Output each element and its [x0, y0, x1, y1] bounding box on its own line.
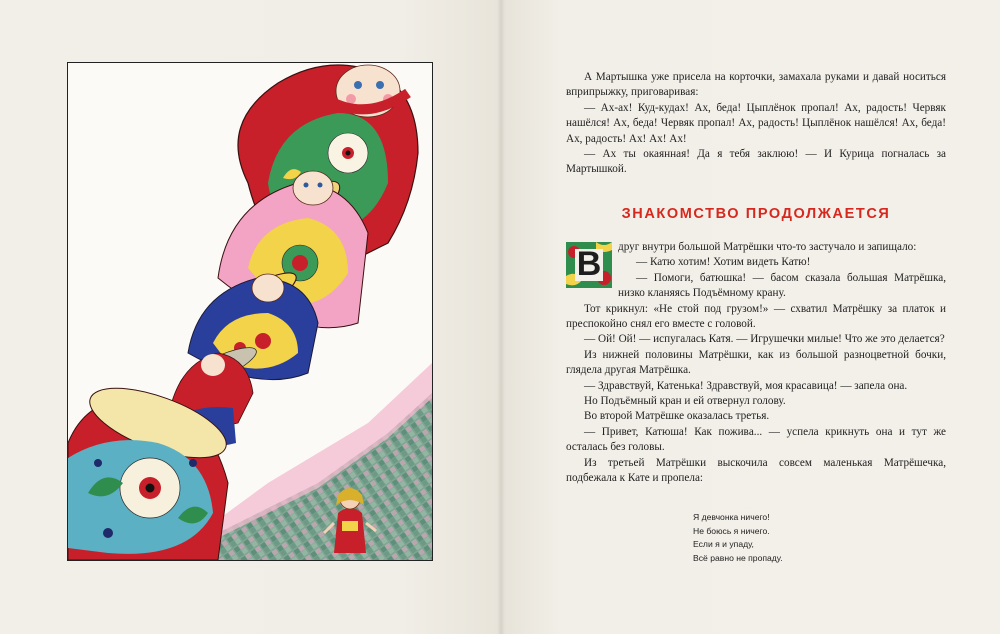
paragraph: — Помоги, батюшка! — басом сказала большая Матрёшка, низко кланяясь Подъёмному крану.: [618, 271, 946, 300]
paragraph: Из третьей Матрёшки выскочила совсем маленькая Матрёшечка, подбежала к Кате и пропела:: [566, 456, 946, 485]
chapter-title: ЗНАКОМСТВО ПРОДОЛЖАЕТСЯ: [621, 206, 891, 222]
paragraph: А Мартышка уже присела на корточки, замахала руками и давай носиться вприпрыжку, приговаривая:: [566, 71, 946, 99]
poem: [693, 511, 783, 565]
paragraph: Во второй Матрёшке оказалась третья.: [584, 410, 770, 423]
poem-line: Не боюсь я ничего.: [693, 525, 770, 536]
paragraph: Тот крикнул: «Не стой под грузом!» — схватил Матрёшку за платок и преспокойно снял его вместе с головой.: [566, 302, 946, 331]
paragraph: — Ах ты окаянная! Да я тебя заклюю! — И Курица погналась за Мартышкой.: [566, 148, 946, 176]
paragraph: — Ах-ах! Куд-кудах! Ах, беда! Цыплёнок пропал! Ах, радость! Червяк нашёлся! Ах, беда! Червяк пропал! Ах, радость! Цыплёнок нашёлся! Ах, беда! Ах, радость! Ах! Ах! Ах!: [566, 101, 946, 145]
illustration-drawing: [68, 63, 432, 560]
dropcap: [566, 242, 612, 288]
poem-line: Если я и упаду,: [693, 539, 754, 550]
poem-line: Я девчонка ничего!: [693, 512, 770, 522]
text-block-chapter: [566, 240, 946, 487]
poem-line: Всё равно не пропаду.: [693, 552, 783, 563]
paragraph: — Катю хотим! Хотим видеть Катю!: [636, 256, 811, 269]
text-block-top: [566, 70, 946, 178]
paragraph: — Привет, Катюша! Как поживa... — успела крикнуть она и тут же осталась без головы.: [566, 425, 946, 454]
paragraph: друг внутри большой Матрёшки что-то застучало и запищало:: [618, 241, 917, 253]
dropcap-letter: В: [576, 245, 602, 284]
paragraph: — Здравствуй, Катенька! Здравствуй, моя красавица! — запела она.: [584, 379, 908, 392]
paragraph: — Ой! Ой! — испугалась Катя. — Игрушечки милые! Что же это делается?: [584, 333, 945, 346]
paragraph: Но Подъёмный кран и ей отвернул голову.: [584, 395, 786, 408]
paragraph: Из нижней половины Матрёшки, как из большой разноцветной бочки, глядела другая Матрёшка.: [566, 348, 946, 377]
book-gutter: [497, 0, 505, 634]
matryoshka-illustration: [67, 62, 433, 561]
